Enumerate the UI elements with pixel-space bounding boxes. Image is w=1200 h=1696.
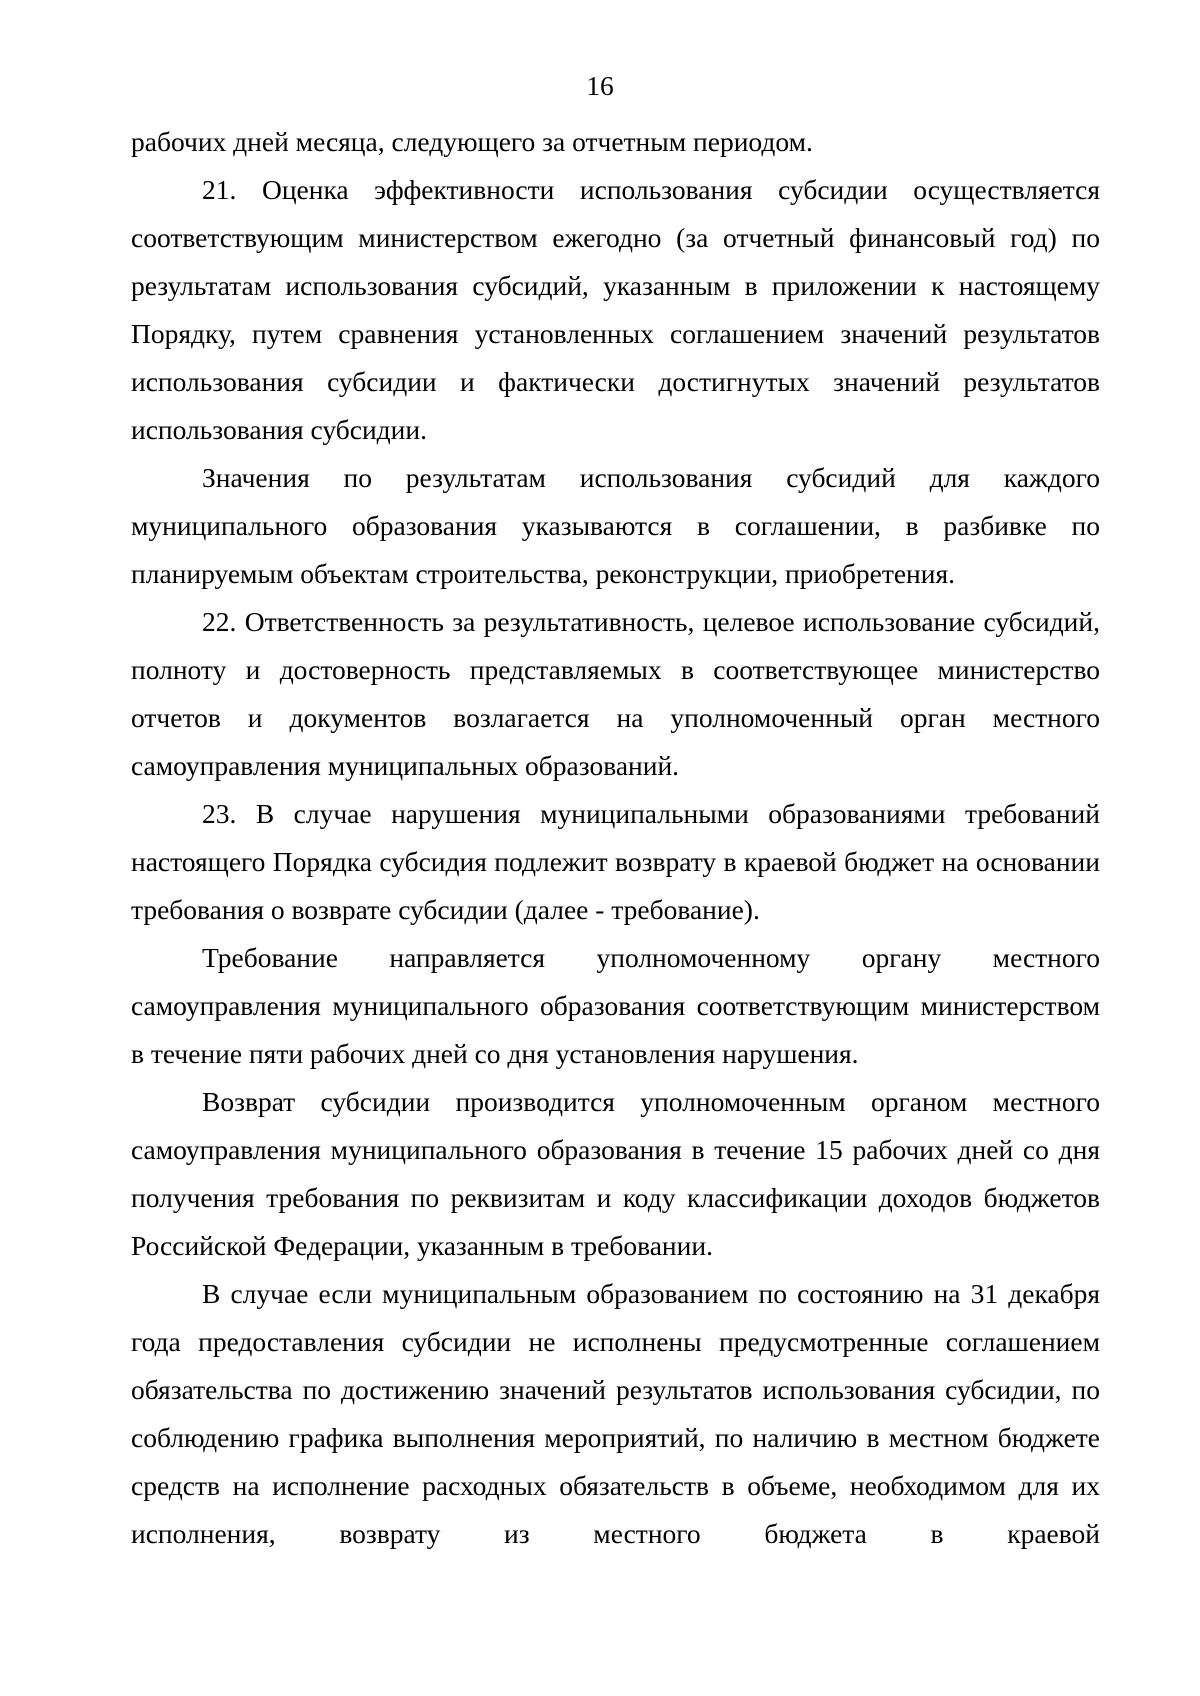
paragraph-refund: Возврат субсидии производится уполномоченным органом местного самоуправления муниципального образования в течение 15 рабочих дней со дня получения требования по реквизитам и коду классификации доходов бюджетов Российской Федерации, указанным в требовании. <box>131 1086 1100 1261</box>
paragraph-clause-21: 21. Оценка эффективности использования субсидии осуществляется соответствующим министерством ежегодно (за отчетный финансовый год) по результатам использования субсидий, указанным в приложении к настоящему Порядку, путем сравнения установленных соглашением значений результатов использования субсидии и фактически достигнутых значений результатов использования субсидии. <box>131 174 1100 445</box>
paragraph-values: Значения по результатам использования субсидий для каждого муниципального образования указываются в соглашении, в разбивке по планируемым объектам строительства, реконструкции, приобретения. <box>131 462 1100 589</box>
page-number: 16 <box>586 70 614 101</box>
paragraph-requirement: Требование направляется уполномоченному органу местного самоуправления муниципального образования соответствующим министерством в течение пяти рабочих дней со дня установления нарушения. <box>131 942 1100 1069</box>
paragraph-clause-23: 23. В случае нарушения муниципальными образованиями требований настоящего Порядка субсидия подлежит возврату в краевой бюджет на основании требования о возврате субсидии (далее - требование). <box>131 798 1100 925</box>
paragraph-continuation: рабочих дней месяца, следующего за отчетным периодом. <box>131 126 813 157</box>
document-body <box>131 118 1100 1558</box>
paragraph-obligations: В случае если муниципальным образованием по состоянию на 31 декабря года предоставления субсидии не исполнены предусмотренные соглашением обязательства по достижению значений результатов использования субсидии, по соблюдению графика выполнения мероприятий, по наличию в местном бюджете средств на исполнение расходных обязательств в объеме, необходимом для их исполнения, возврату из местного бюджета в краевой <box>131 1278 1100 1549</box>
paragraph-clause-22: 22. Ответственность за результативность, целевое использование субсидий, полноту и достоверность представляемых в соответствующее министерство отчетов и документов возлагается на уполномоченный орган местного самоуправления муниципальных образований. <box>131 606 1100 781</box>
